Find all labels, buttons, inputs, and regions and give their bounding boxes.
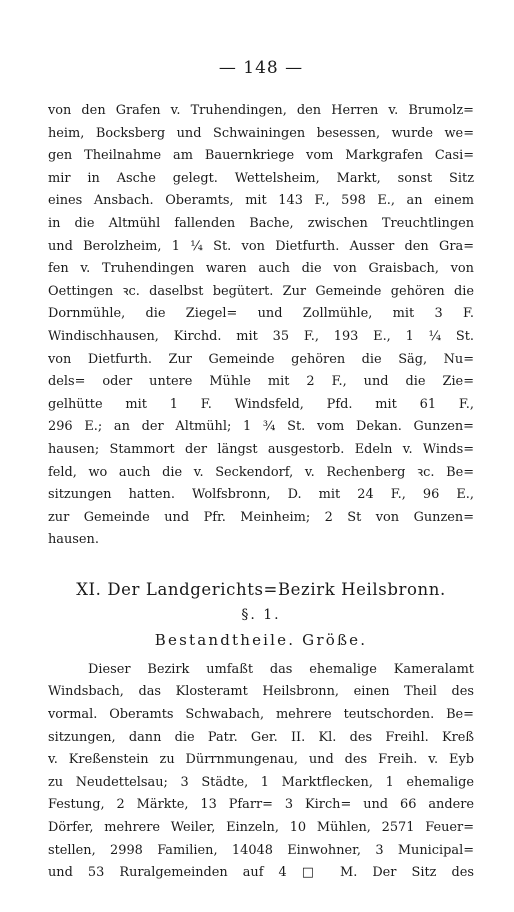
text-line: stellen, 2998 Familien, 14048 Einwohner, 3 Municipal= (48, 842, 474, 858)
section-heading: Bestandtheile. Größe. (154, 630, 368, 649)
paragraph-continued (48, 100, 474, 552)
text-line: eines Ansbach. Oberamts, mit 143 F., 598 E., an einem (48, 193, 474, 209)
chapter-title: XI. Der Landgerichts=Bezirk Heilsbronn. (76, 579, 446, 599)
text-line: 296 E.; an der Altmühl; 1 ¾ St. vom Dekan. Gunzen= (48, 419, 474, 435)
text-line: Dieser Bezirk umfaßt das ehemalige Kameralamt (88, 661, 474, 677)
text-line: heim, Bocksberg und Schwainingen besessen, wurde we= (48, 125, 474, 141)
text-line: mir in Asche gelegt. Wettelsheim, Markt, sonst Sitz (48, 170, 474, 186)
paragraph-section (48, 659, 474, 885)
text-line: vormal. Oberamts Schwabach, mehrere teutschorden. Be= (48, 707, 474, 723)
text-line: sitzungen hatten. Wolfsbronn, D. mit 24 F., 96 E., (48, 487, 474, 503)
text-line: von den Grafen v. Truhendingen, den Herren v. Brumolz= (48, 103, 474, 118)
text-line: Dörfer, mehrere Weiler, Einzeln, 10 Mühlen, 2571 Feuer= (48, 820, 474, 836)
text-line: Windsbach, das Klosteramt Heilsbronn, einen Theil des (48, 684, 474, 700)
text-line: zu Neudettelsau; 3 Städte, 1 Marktflecken, 1 ehemalige (48, 774, 474, 790)
text-line: zur Gemeinde und Pfr. Meinheim; 2 St von Gunzen= (48, 509, 474, 525)
text-line: und Berolzheim, 1 ¼ St. von Dietfurth. Ausser den Gra= (48, 238, 474, 254)
text-line: v. Kreßenstein zu Dürrnmungenau, und des Freih. v. Eyb (48, 752, 474, 768)
text-line: sitzungen, dann die Patr. Ger. II. Kl. des Freihl. Kreß (48, 729, 474, 745)
page-number: — 148 — (218, 58, 304, 78)
text-line: gelhütte mit 1 F. Windsfeld, Pfd. mit 61 F., (48, 396, 474, 412)
section-number: §. 1. (241, 606, 281, 623)
book-page (48, 58, 474, 885)
text-line: in die Altmühl fallenden Bache, zwischen Treuchtlingen (48, 215, 474, 231)
text-line: gen Theilnahme am Bauernkriege vom Markgrafen Casi= (48, 148, 474, 164)
text-line: fen v. Truhendingen waren auch die von Graisbach, von (48, 261, 474, 277)
text-line: hausen; Stammort der längst ausgestorb. Edeln v. Winds= (48, 441, 474, 457)
text-line: Oettingen ꝛc. daselbst begütert. Zur Gemeinde gehören die (48, 283, 474, 299)
text-line: und 53 Ruralgemeinden auf 4 □ M. Der Sitz des (48, 865, 474, 881)
text-line: Festung, 2 Märkte, 13 Pfarr= 3 Kirch= und 66 andere (48, 797, 474, 813)
text-line: Windischhausen, Kirchd. mit 35 F., 193 E., 1 ¼ St. (48, 328, 474, 344)
text-line: dels= oder untere Mühle mit 2 F., und die Zie= (48, 374, 474, 390)
text-line: feld, wo auch die v. Seckendorf, v. Rechenberg ꝛc. Be= (48, 464, 474, 480)
text-line: von Dietfurth. Zur Gemeinde gehören die Säg, Nu= (48, 351, 474, 367)
text-line: hausen. (48, 532, 99, 548)
text-line: Dornmühle, die Ziegel= und Zollmühle, mit 3 F. (48, 306, 474, 322)
